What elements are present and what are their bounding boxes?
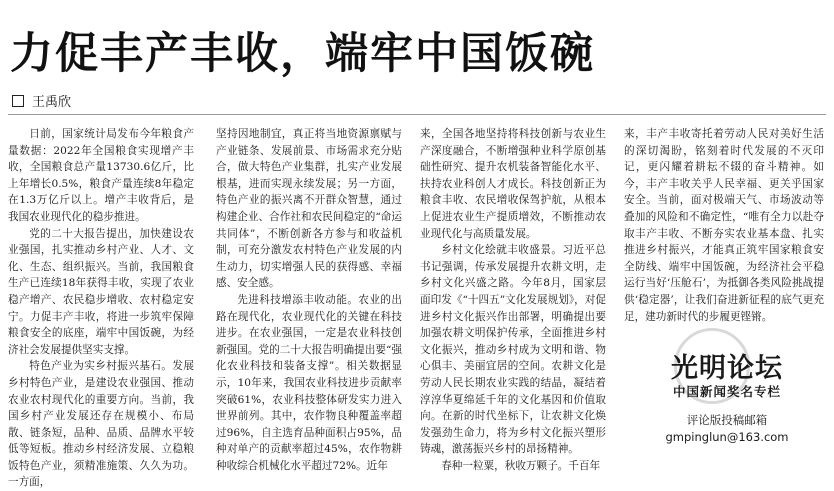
author-name: 王禹欣	[32, 95, 72, 110]
article-column-1	[8, 126, 194, 489]
mailbox-label: 评论版投稿邮箱	[686, 413, 768, 427]
byline	[12, 91, 71, 110]
paragraph: 乡村文化绘就丰收盛景。习近平总书记强调，传承发展提升农耕文明，走乡村文化兴盛之路。今年8月，国家层面印发《“十四五”文化发展规划》，对促进乡村文化振兴作出部署，明确提出要加强农耕文明保护传承，全面推进乡村文化振兴，推动乡村成为文明和谐、物心俱丰、美丽宜居的空间。农耕文化是劳动人民长期农业实践的结晶，凝结着淳淳华夏绵延千年的文化基因和价值取向。在新的时代坐标下，让农耕文化焕发强劲生命力，将为乡村文化振兴塑形铸魂，激荡振兴乡村的昂扬精神。	[420, 244, 606, 456]
paragraph: 先进科技增添丰收动能。农业的出路在现代化，农业现代化的关键在科技进步。在农业强国，一定是农业科技创新强国。党的二十大报告明确提出要“强化农业科技和装备支撑”。相关数据显示，10年来，我国农业科技进步贡献率突破61%，农业科技整体研发实力进入世界前列。其中，农作物良种覆盖率超过96%，自主选育品种面积占95%，品种对单产的贡献率超过45%，农作物耕种收综合机械化水平超过72%。近年	[216, 293, 402, 472]
article-column-4	[624, 126, 824, 332]
paragraph: 坚持因地制宜，真正将当地资源禀赋与产业链条、发展前景、市场需求充分贴合，做大特色产业集群，扎实产业发展根基，进而实现永续发展；另一方面，特色产业的振兴离不开群众智慧，通过构建企业、合作社和农民间稳定的“命运共同体”，不断创新各方参与和收益机制，可充分激发农村特色产业发展的内生动力，切实增强人民的获得感、幸福感、安全感。	[216, 128, 402, 290]
paragraph: 日前，国家统计局发布今年粮食产量数据：2022年全国粮食实现增产丰收，全国粮食总产量13730.6亿斤，比上年增长0.5%，粮食产量连续8年稳定在1.3万亿斤以上。增产丰收背后，是我国农业现代化的稳步推进。	[8, 128, 194, 223]
paragraph: 党的二十大报告提出，加快建设农业强国，扎实推动乡村产业、人才、文化、生态、组织振兴。当前，我国粮食生产已连续18年获得丰收，实现了农业稳产增产、农民稳步增收、农村稳定安宁。力促丰产丰收，将进一步筑牢保障粮食安全的底座，端牢中国饭碗，为经济社会发展提供坚实支撑。	[8, 227, 194, 356]
forum-column-badge	[632, 336, 822, 460]
paragraph: 特色产业为实乡村振兴基石。发展乡村特色产业，是建设农业强国、推动农业农村现代化的重要方向。当前，我国乡村产业发展还存在规模小、布局散、链条短，品种、品质、品牌水平较低等短板。推动乡村经济发展、立稳粮饭特色产业，须精准施策、久久为功。一方面，	[8, 360, 194, 489]
article-column-2	[216, 126, 402, 472]
paragraph: 来，丰产丰收寄托着劳动人民对美好生活的深切渴盼，铭刻着时代发展的不灭印记，更闪耀着耕耘不辍的奋斗精神。如今，丰产丰收关乎人民幸福、更关乎国家安全。当前，面对极端天气、市场波动等叠加的风险和不确定性，“唯有全力以赴夺取丰产丰收、不断夯实农业基本盘、扎实推进乡村振兴，才能真正筑牢国家粮食安全防线、端牢中国饭碗，为经济社会平稳运行当好‘压舱石’，为抵御各类风险挑战提供‘稳定器’，让我们奋进新征程的底气更充足，建功新时代的步履更铿锵。	[624, 128, 824, 323]
forum-subtitle: 中国新闻奖名专栏	[672, 384, 781, 399]
article-column-3	[420, 126, 606, 472]
paragraph: 春种一粒粟，秋收万颗子。千百年	[441, 459, 601, 472]
divider	[8, 114, 826, 115]
paragraph: 来，全国各地坚持将科技创新与农业生产深度融合，不断增强种业科学原创基础性研究、提升农机装备智能化水平、扶持农业科创人才成长。科技创新正为粮食丰收、农民增收保驾护航，从根本上促进农业生产提质增效，不断推动农业现代化与高质量发展。	[420, 128, 606, 240]
submission-email[interactable]: gmpinglun@163.com	[665, 430, 789, 444]
article-headline: 力促丰产丰收，端牢中国饭碗	[10, 29, 595, 79]
forum-title: 光明论坛	[671, 353, 783, 384]
byline-square-icon	[12, 95, 24, 107]
